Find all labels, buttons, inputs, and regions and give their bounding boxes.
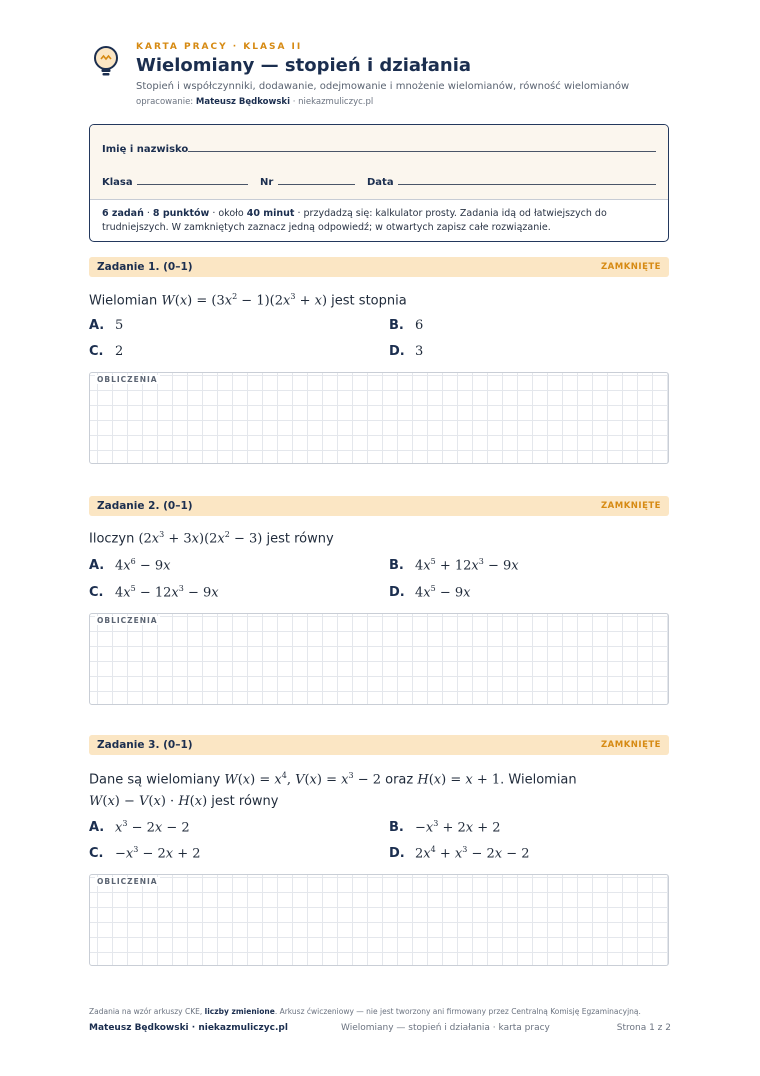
date-label: Data <box>367 177 394 188</box>
points-total: 8 punktów <box>152 208 210 219</box>
task-3-answer-c[interactable]: C. $-x^3 - 2x + 2$ <box>89 845 201 862</box>
task-3-work-area[interactable] <box>89 874 669 966</box>
task-1-header <box>89 257 669 277</box>
task-2-answer-a[interactable]: A. $4x^6 - 9x$ <box>89 557 171 574</box>
student-info-box <box>89 124 669 242</box>
info-time-prefix: · około <box>209 208 247 219</box>
task-2-answer-d[interactable]: D. $4x^5 - 9x$ <box>389 584 471 601</box>
info-separator: · <box>143 208 153 219</box>
task-1-answer-b[interactable] <box>389 318 423 333</box>
task-2-work-area[interactable] <box>89 613 669 705</box>
nr-field[interactable] <box>278 184 355 185</box>
task-1-answer-a[interactable] <box>89 318 123 333</box>
task-3-header <box>89 735 669 755</box>
answer-value: 5 <box>115 318 124 333</box>
footer-page-number: Strona 1 z 2 <box>616 1023 671 1033</box>
footer-author: Mateusz Będkowski · niekazmuliczyc.pl <box>89 1023 288 1033</box>
disclaimer-part-a: Zadania na wzór arkuszy CKE, <box>89 1007 205 1016</box>
worksheet-header <box>136 42 696 107</box>
date-field[interactable] <box>398 184 656 185</box>
task-1-type-badge: ZAMKNIĘTE <box>601 262 661 272</box>
work-area-label: OBLICZENIA <box>97 877 158 886</box>
task-2-header <box>89 496 669 516</box>
task-3-answer-b[interactable]: B. $-x^3 + 2x + 2$ <box>389 819 501 836</box>
info-rest: · przydadzą się: kalkulator prosty. Zadania idą od łatwiejszych do trudniejszych. W zamkniętych zaznacz jedną odpowiedź; w otwartych zapisz całe rozwiązanie. <box>102 208 607 233</box>
work-area-label: OBLICZENIA <box>97 616 158 625</box>
answer-label: B. <box>389 558 404 574</box>
answer-label: A. <box>89 558 105 574</box>
class-label: Klasa <box>102 177 133 188</box>
footer-doc-title: Wielomiany — stopień i działania · karta pracy <box>341 1023 550 1033</box>
name-field[interactable] <box>188 151 656 152</box>
time-total: 40 minut <box>246 208 295 219</box>
worksheet-subtitle: Stopień i współczynniki, dodawanie, odejmowanie i mnożenie wielomianów, równość wielomianów <box>136 81 630 92</box>
task-1-title: Zadanie 1. (0–1) <box>97 261 193 273</box>
answer-value: 6 <box>415 318 424 333</box>
answer-label: D. <box>389 585 405 601</box>
task-2-title: Zadanie 2. (0–1) <box>97 500 193 512</box>
task-count: 6 zadań <box>102 208 144 219</box>
answer-label: D. <box>389 344 405 359</box>
task-3-title: Zadanie 3. (0–1) <box>97 739 193 751</box>
author-name: Mateusz Będkowski <box>195 97 291 107</box>
work-area-label: OBLICZENIA <box>97 375 158 384</box>
task-1-work-area[interactable] <box>89 372 669 464</box>
answer-label: D. <box>389 846 405 862</box>
answer-label: B. <box>389 820 404 836</box>
task-2-type-badge: ZAMKNIĘTE <box>601 501 661 511</box>
disclaimer-part-c: . Arkusz ćwiczeniowy — nie jest tworzony ani firmowany przez Centralną Komisję Egzaminacyjną. <box>274 1007 641 1016</box>
lightbulb-logo-icon <box>89 44 123 78</box>
worksheet-author <box>136 97 696 107</box>
answer-label: C. <box>89 846 104 862</box>
author-prefix: opracowanie: <box>136 97 194 107</box>
answer-value: 3 <box>415 344 424 359</box>
task-3-question: Dane są wielomiany $W(x) = x^4$, $V(x) = x^3 - 2$ oraz H(x) = x + 1. Wielomian W(x) − V(x) · H(x) jest równy <box>89 771 577 810</box>
task-2-answer-c[interactable]: C. $4x^5 - 12x^3 - 9x$ <box>89 584 219 601</box>
answer-value: 2 <box>115 344 124 359</box>
class-field[interactable] <box>137 184 248 185</box>
answer-label: A. <box>89 318 105 333</box>
task-3-type-badge: ZAMKNIĘTE <box>601 740 661 750</box>
worksheet-title: Wielomiany — stopień i działania <box>136 55 472 76</box>
task-3-answer-d[interactable]: D. $2x^4 + x^3 - 2x - 2$ <box>389 845 530 862</box>
task-1-answer-d[interactable] <box>389 344 423 359</box>
task-3-answer-a[interactable]: A. $x^3 - 2x - 2$ <box>89 819 190 836</box>
answer-label: A. <box>89 820 105 836</box>
answer-label: C. <box>89 585 104 601</box>
worksheet-kicker: KARTA PRACY · KLASA II <box>136 42 303 52</box>
task-2-question: Iloczyn $(2x^3 + 3x)(2x^2 - 3)$ jest równy <box>89 530 334 547</box>
name-label: Imię i nazwisko <box>102 144 189 155</box>
task-1-question: Wielomian $W(x) = (3x^2 - 1)(2x^3 + x)$ jest stopnia <box>89 292 407 309</box>
task-2-answer-b[interactable]: B. $4x^5 + 12x^3 - 9x$ <box>389 557 519 574</box>
worksheet-instructions <box>90 200 668 242</box>
answer-label: B. <box>389 318 404 333</box>
footer-disclaimer <box>89 1007 641 1016</box>
student-fields <box>90 125 668 200</box>
author-site: · niekazmuliczyc.pl <box>292 97 374 107</box>
answer-label: C. <box>89 344 104 359</box>
disclaimer-emphasis: liczby zmienione <box>204 1007 275 1016</box>
nr-label: Nr <box>260 177 274 188</box>
task-1-answer-c[interactable] <box>89 344 123 359</box>
